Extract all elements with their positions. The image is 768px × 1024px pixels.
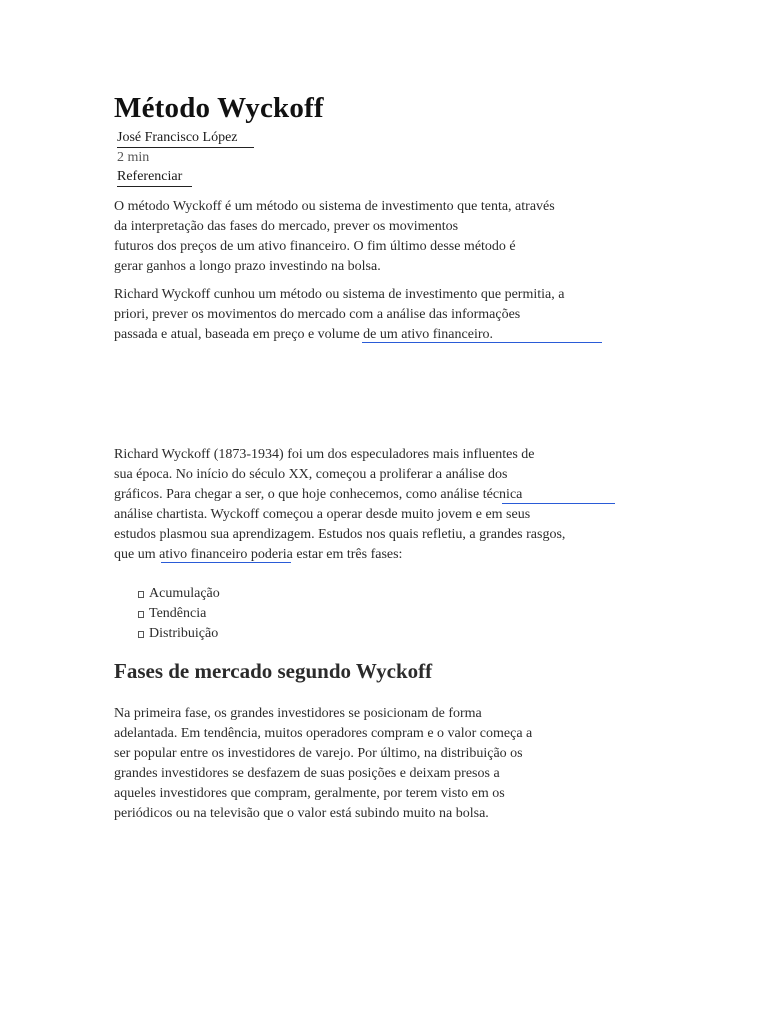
text-line: gerar ganhos a longo prazo investindo na bolsa. (114, 259, 381, 274)
paragraph-fourth (114, 704, 532, 824)
text-line: passada e atual, baseada em preço e volume de um ativo financeiro. (114, 327, 494, 342)
bullet-box-icon (138, 611, 144, 618)
text-line: Richard Wyckoff (1873-1934) foi um dos especuladores mais influentes de (114, 447, 535, 462)
list-item-label: Tendência (149, 606, 207, 621)
text-line: futuros dos preços de um ativo financeiro. O fim último desse método é (114, 239, 516, 254)
link-underline[interactable] (161, 562, 291, 563)
bullet-box-icon (138, 631, 144, 638)
link-underline[interactable] (362, 342, 602, 343)
reading-time: 2 min (117, 150, 150, 165)
list-item-label: Distribuição (149, 626, 219, 641)
link-underline[interactable] (502, 503, 615, 504)
phase-list (138, 584, 220, 644)
author-link[interactable]: José Francisco López (117, 129, 254, 148)
section-heading: Fases de mercado segundo Wyckoff (114, 659, 433, 683)
text-line: que um ativo financeiro poderia estar em três fases: (114, 547, 403, 562)
bullet-box-icon (138, 591, 144, 598)
text-line: gráficos. Para chegar a ser, o que hoje conhecemos, como análise técnica (114, 487, 523, 502)
text-line: ser popular entre os investidores de varejo. Por último, na distribuição os (114, 746, 523, 761)
cite-link[interactable]: Referenciar (117, 168, 192, 187)
text-line: Richard Wyckoff cunhou um método ou sistema de investimento que permitia, a (114, 287, 565, 302)
text-line: adelantada. Em tendência, muitos operadores compram e o valor começa a (114, 726, 533, 741)
list-item-label: Acumulação (149, 586, 220, 601)
paragraph-intro (114, 197, 555, 277)
list-item (138, 584, 220, 604)
text-line: sua época. No início do século XX, começou a proliferar a análise dos (114, 467, 508, 482)
text-line: grandes investidores se desfazem de suas posições e deixam presos a (114, 766, 500, 781)
text-line: análise chartista. Wyckoff começou a operar desde muito jovem e em seus (114, 507, 531, 522)
page-title: Método Wyckoff (114, 92, 324, 124)
list-item (138, 604, 220, 624)
text-line: priori, prever os movimentos do mercado com a análise das informações (114, 307, 521, 322)
list-item (138, 624, 220, 644)
text-line: da interpretação das fases do mercado, prever os movimentos (114, 219, 459, 234)
text-line: Na primeira fase, os grandes investidores se posicionam de forma (114, 706, 482, 721)
text-line: estudos plasmou sua aprendizagem. Estudos nos quais refletiu, a grandes rasgos, (114, 527, 566, 542)
paragraph-third (114, 445, 565, 565)
text-line: periódicos ou na televisão que o valor está subindo muito na bolsa. (114, 806, 489, 821)
text-line: aqueles investidores que compram, geralmente, por terem visto em os (114, 786, 505, 801)
text-line: O método Wyckoff é um método ou sistema de investimento que tenta, através (114, 199, 555, 214)
paragraph-second (114, 285, 564, 345)
